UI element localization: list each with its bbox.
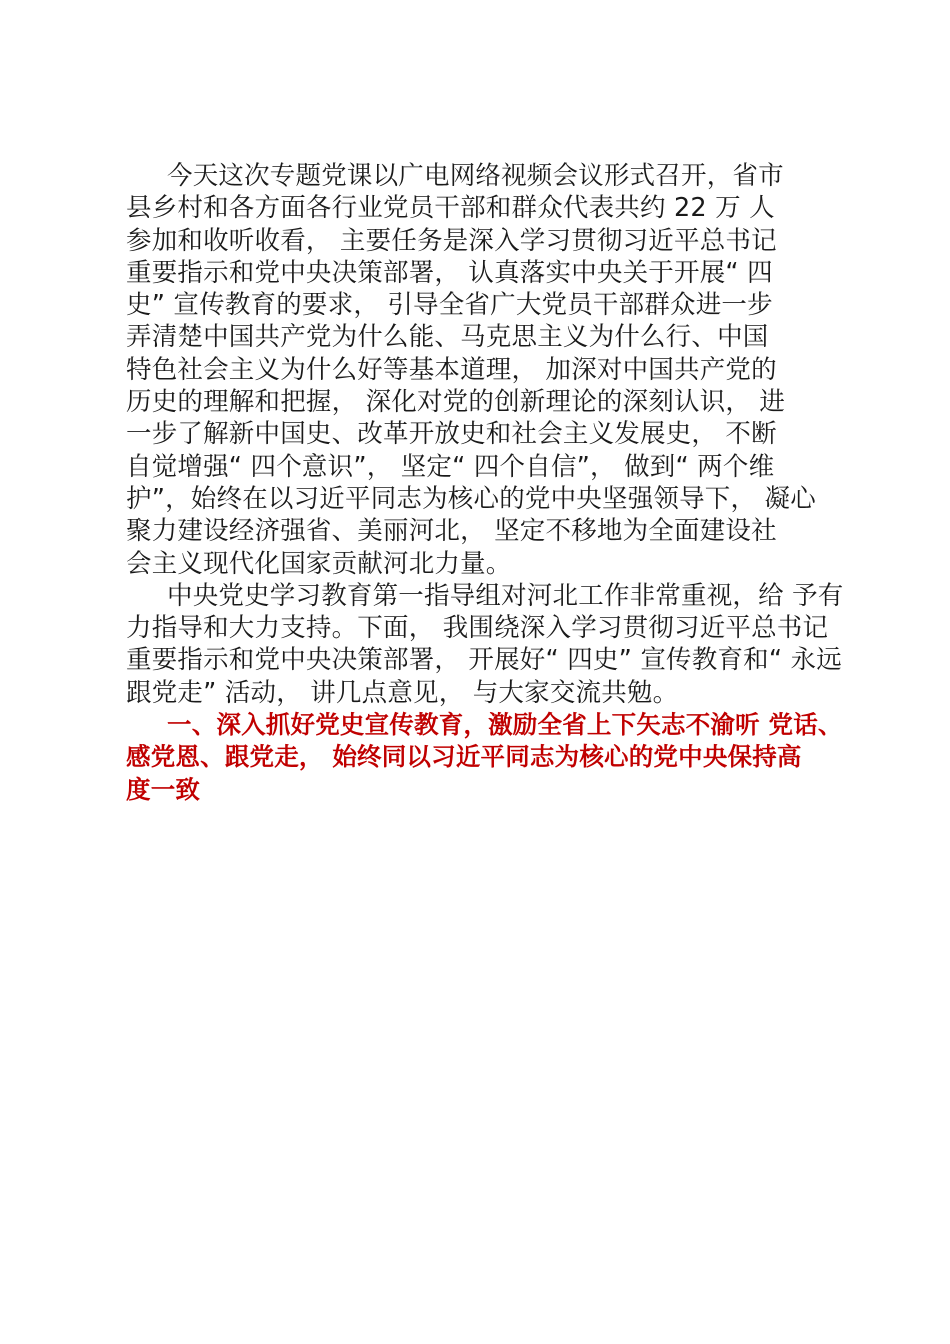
paragraph-line: 护”，始终在以习近平同志为核心的党中央坚强领导下， 凝心 [126, 483, 816, 514]
paragraph-line: 今天这次专题党课以广电网络视频会议形式召开，省市 [167, 161, 784, 191]
section-heading-1 [126, 709, 842, 806]
paragraph-line: 自觉增强“ 四个意识”， 坚定“ 四个自信”， 做到“ 两个维 [126, 451, 775, 482]
paragraph-line: 跟党走” 活动， 讲几点意见， 与大家交流共勉。 [126, 677, 679, 708]
paragraph-line: 会主义现代化国家贡献河北力量。 [126, 548, 512, 579]
paragraph-intro [126, 160, 842, 580]
paragraph-line: 历史的理解和把握， 深化对党的创新理论的深刻认识， 进 [126, 387, 786, 418]
paragraph-line: 弄清楚中国共产党为什么能、马克思主义为什么行、中国 [126, 322, 769, 353]
paragraph-line: 参加和收听收看， 主要任务是深入学习贯彻习近平总书记 [126, 225, 777, 256]
paragraph-line: 特色社会主义为什么好等基本道理， 加深对中国共产党的 [126, 354, 777, 385]
heading-line: 度一致 [126, 774, 201, 804]
paragraph-line: 一步了解新中国史、改革开放史和社会主义发展史， 不断 [126, 419, 777, 450]
document-body [126, 160, 842, 806]
paragraph-line: 重要指示和党中央决策部署， 开展好“ 四史” 宣传教育和“ 永远 [126, 645, 842, 676]
heading-line: 一、深入抓好党史宣传教育，激励全省上下矢志不渝听 党话、 [167, 710, 843, 740]
paragraph-line: 史” 宣传教育的要求， 引导全省广大党员干部群众进一步 [126, 290, 773, 321]
paragraph-line: 力指导和大力支持。下面， 我围绕深入学习贯彻习近平总书记 [126, 613, 829, 644]
heading-line: 感党恩、跟党走， 始终同以习近平同志为核心的党中央保持高 [126, 742, 802, 772]
paragraph-line: 重要指示和党中央决策部署， 认真落实中央关于开展“ 四 [126, 257, 773, 288]
paragraph-line: 中央党史学习教育第一指导组对河北工作非常重视，给 予有 [167, 580, 844, 611]
paragraph-guidance [126, 580, 842, 709]
paragraph-line: 县乡村和各方面各行业党员干部和群众代表共约 22 万 人 [126, 193, 775, 224]
paragraph-line: 聚力建设经济强省、美丽河北， 坚定不移地为全面建设社 [126, 516, 777, 547]
